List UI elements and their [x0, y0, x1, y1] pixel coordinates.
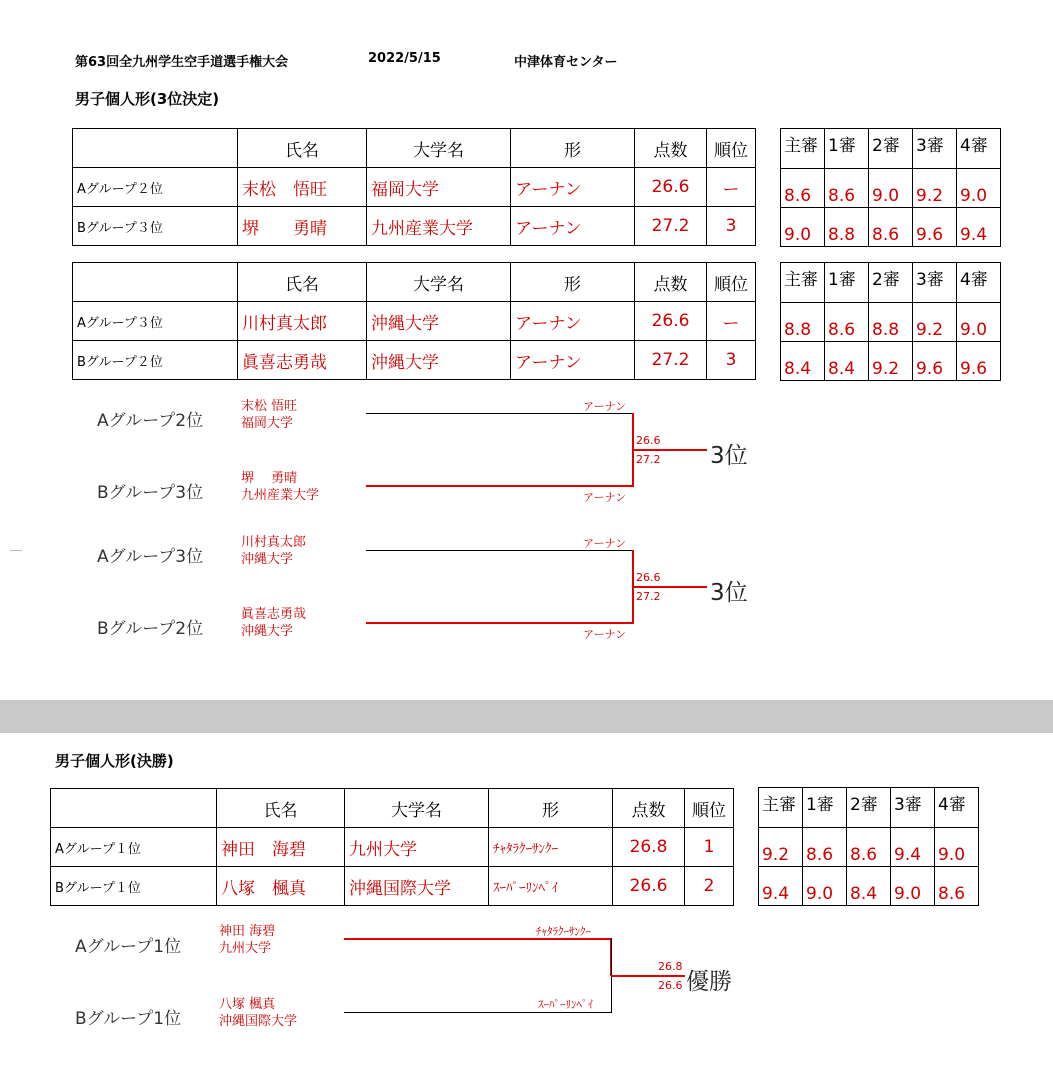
bracket-result: 3位	[710, 580, 748, 606]
bracket-score: 26.6	[658, 979, 683, 992]
group-cell: Bグループ３位	[73, 207, 238, 246]
judge-score: 8.4	[825, 342, 869, 381]
judge-score: 8.6	[847, 828, 891, 867]
judge-score: 9.2	[869, 342, 913, 381]
bracket-group-label: Aグループ2位	[97, 411, 204, 431]
univ-cell: 沖縄国際大学	[345, 867, 489, 906]
col-rank: 順位	[707, 263, 756, 302]
name-cell: 末松 悟旺	[238, 168, 367, 207]
player-name: 末松 悟旺	[241, 399, 298, 414]
bracket-result-line	[633, 586, 707, 588]
player-univ: 九州産業大学	[241, 488, 320, 503]
bracket-result: 3位	[710, 443, 748, 469]
event-date: 2022/5/15	[368, 51, 441, 66]
bracket-group-label: Aグループ3位	[97, 547, 204, 567]
final-judges	[758, 787, 979, 906]
bracket-result: 優勝	[686, 969, 732, 995]
col-score: 点数	[635, 129, 707, 168]
bracket-player	[219, 996, 297, 1030]
col-group	[51, 789, 217, 828]
bracket-kata: ﾁｬﾀﾗｸｰｻﾝｸｰ	[536, 925, 591, 938]
bracket-player	[241, 534, 306, 568]
third-match2-table	[72, 262, 756, 380]
table-row	[73, 168, 756, 207]
univ-cell: 沖縄大学	[367, 341, 511, 380]
player-univ: 沖縄国際大学	[219, 1014, 298, 1029]
section-divider	[0, 700, 1053, 733]
name-cell: 川村真太郎	[238, 302, 367, 341]
bracket-player	[241, 470, 319, 504]
judge-head: 4審	[957, 263, 1001, 303]
judge-score: 9.6	[913, 208, 957, 247]
bracket-score: 27.2	[636, 453, 661, 466]
judge-score: 8.8	[825, 208, 869, 247]
kata-cell: ｽｰﾊﾟｰﾘﾝﾍﾟｲ	[489, 867, 613, 906]
univ-cell: 九州産業大学	[367, 207, 511, 246]
judge-score: 8.8	[781, 303, 825, 342]
name-cell: 堺 勇晴	[238, 207, 367, 246]
group-cell: Bグループ１位	[51, 867, 217, 906]
bracket-player	[241, 398, 297, 432]
judge-head: 1審	[803, 788, 847, 828]
col-univ: 大学名	[367, 129, 511, 168]
rank-cell: ー	[707, 168, 756, 207]
judge-head: 3審	[891, 788, 935, 828]
bracket-kata: アーナン	[583, 537, 627, 550]
judge-score: 8.4	[847, 867, 891, 906]
col-kata: 形	[511, 263, 635, 302]
kata-cell: ﾁｬﾀﾗｸｰｻﾝｸｰ	[489, 828, 613, 867]
player-name: 堺 勇晴	[241, 471, 298, 486]
judge-head: 2審	[869, 263, 913, 303]
judge-score: 9.2	[913, 303, 957, 342]
group-cell: Aグループ３位	[73, 302, 238, 341]
rank-cell: 2	[685, 867, 734, 906]
bracket-winner-line	[366, 622, 634, 624]
judge-head: 4審	[957, 129, 1001, 169]
bracket-score: 26.6	[636, 571, 661, 584]
col-kata: 形	[511, 129, 635, 168]
univ-cell: 九州大学	[345, 828, 489, 867]
name-cell: 八塚 楓真	[217, 867, 345, 906]
judge-score: 9.4	[957, 208, 1001, 247]
judge-score: 9.0	[781, 208, 825, 247]
col-score: 点数	[635, 263, 707, 302]
bracket-line	[366, 550, 634, 551]
table-row	[51, 867, 734, 906]
bracket-group-label: Aグループ1位	[75, 937, 182, 957]
kata-cell: アーナン	[511, 168, 635, 207]
event-title: 第63回全九州学生空手道選手権大会	[75, 55, 289, 70]
col-group	[73, 263, 238, 302]
name-cell: 眞喜志勇哉	[238, 341, 367, 380]
judge-score: 9.4	[759, 867, 803, 906]
bracket-score: 27.2	[636, 590, 661, 603]
table-header-row	[51, 789, 734, 828]
third-match2-judges	[780, 262, 1001, 381]
judge-score: 8.6	[781, 169, 825, 208]
player-name: 眞喜志勇哉	[241, 607, 307, 622]
bracket-player	[241, 606, 306, 640]
col-kata: 形	[489, 789, 613, 828]
judge-score: 9.0	[803, 867, 847, 906]
score-cell: 26.6	[635, 302, 707, 341]
table-row	[73, 341, 756, 380]
col-group	[73, 129, 238, 168]
score-cell: 27.2	[635, 341, 707, 380]
col-rank: 順位	[707, 129, 756, 168]
name-cell: 神田 海碧	[217, 828, 345, 867]
judge-head: 主審	[781, 263, 825, 303]
group-cell: Bグループ２位	[73, 341, 238, 380]
bracket-result-line	[633, 449, 707, 451]
third-match1-table	[72, 128, 756, 246]
judge-score: 8.6	[825, 303, 869, 342]
judge-head: 1審	[825, 263, 869, 303]
player-name: 神田 海碧	[219, 924, 276, 939]
bracket-line	[366, 413, 634, 414]
judge-head: 主審	[759, 788, 803, 828]
rank-cell: ー	[707, 302, 756, 341]
table-header-row	[73, 263, 756, 302]
bracket-winner-line	[344, 938, 612, 940]
group-cell: Aグループ２位	[73, 168, 238, 207]
player-name: 八塚 楓真	[219, 997, 276, 1012]
col-univ: 大学名	[367, 263, 511, 302]
judge-score: 9.2	[759, 828, 803, 867]
rank-cell: 3	[707, 341, 756, 380]
judge-score: 9.2	[913, 169, 957, 208]
bracket-group-label: Bグループ2位	[97, 619, 204, 639]
col-rank: 順位	[685, 789, 734, 828]
judge-score: 9.0	[935, 828, 979, 867]
table-row	[51, 828, 734, 867]
stray-mark	[10, 550, 22, 551]
bracket-line	[344, 1012, 612, 1013]
judge-head: 2審	[869, 129, 913, 169]
score-cell: 27.2	[635, 207, 707, 246]
bracket-player	[219, 923, 275, 957]
bracket-kata: ｽｰﾊﾟｰﾘﾝﾍﾟｲ	[538, 998, 593, 1011]
player-univ: 沖縄大学	[241, 624, 294, 639]
bracket-winner-line	[366, 485, 634, 487]
judge-head: 4審	[935, 788, 979, 828]
bracket-kata: アーナン	[583, 491, 627, 504]
bracket-group-label: Bグループ3位	[97, 483, 204, 503]
event-venue: 中津体育センター	[514, 55, 618, 70]
kata-cell: アーナン	[511, 207, 635, 246]
col-name: 氏名	[238, 129, 367, 168]
group-cell: Aグループ１位	[51, 828, 217, 867]
bracket-score: 26.8	[658, 960, 683, 973]
third-match1-judges	[780, 128, 1001, 247]
judge-head: 3審	[913, 263, 957, 303]
univ-cell: 沖縄大学	[367, 302, 511, 341]
judge-head: 1審	[825, 129, 869, 169]
rank-cell: 3	[707, 207, 756, 246]
kata-cell: アーナン	[511, 341, 635, 380]
judge-score: 8.6	[825, 169, 869, 208]
bracket-result-line	[611, 975, 685, 977]
judge-score: 8.8	[869, 303, 913, 342]
bracket-score: 26.6	[636, 434, 661, 447]
bracket-kata: アーナン	[583, 628, 627, 641]
col-score: 点数	[613, 789, 685, 828]
player-univ: 福岡大学	[241, 416, 294, 431]
kata-cell: アーナン	[511, 302, 635, 341]
col-name: 氏名	[238, 263, 367, 302]
col-name: 氏名	[217, 789, 345, 828]
judge-score: 8.6	[935, 867, 979, 906]
final-table	[50, 788, 734, 906]
judge-head: 2審	[847, 788, 891, 828]
judge-score: 9.4	[891, 828, 935, 867]
col-univ: 大学名	[345, 789, 489, 828]
score-cell: 26.6	[613, 867, 685, 906]
player-univ: 九州大学	[219, 941, 272, 956]
table-row	[73, 207, 756, 246]
judge-score: 8.4	[781, 342, 825, 381]
third-place-title: 男子個人形(3位決定)	[75, 90, 220, 108]
judge-head: 主審	[781, 129, 825, 169]
judge-score: 9.0	[891, 867, 935, 906]
player-univ: 沖縄大学	[241, 552, 294, 567]
table-header-row	[73, 129, 756, 168]
final-title: 男子個人形(決勝)	[55, 752, 174, 770]
judge-score: 8.6	[869, 208, 913, 247]
univ-cell: 福岡大学	[367, 168, 511, 207]
judge-score: 9.0	[957, 303, 1001, 342]
table-row	[73, 302, 756, 341]
score-cell: 26.6	[635, 168, 707, 207]
judge-score: 9.6	[913, 342, 957, 381]
bracket-kata: アーナン	[583, 400, 627, 413]
judge-score: 9.6	[957, 342, 1001, 381]
bracket-group-label: Bグループ1位	[75, 1009, 182, 1029]
player-name: 川村真太郎	[241, 535, 307, 550]
judge-head: 3審	[913, 129, 957, 169]
judge-score: 8.6	[803, 828, 847, 867]
score-cell: 26.8	[613, 828, 685, 867]
rank-cell: 1	[685, 828, 734, 867]
judge-score: 9.0	[869, 169, 913, 208]
judge-score: 9.0	[957, 169, 1001, 208]
